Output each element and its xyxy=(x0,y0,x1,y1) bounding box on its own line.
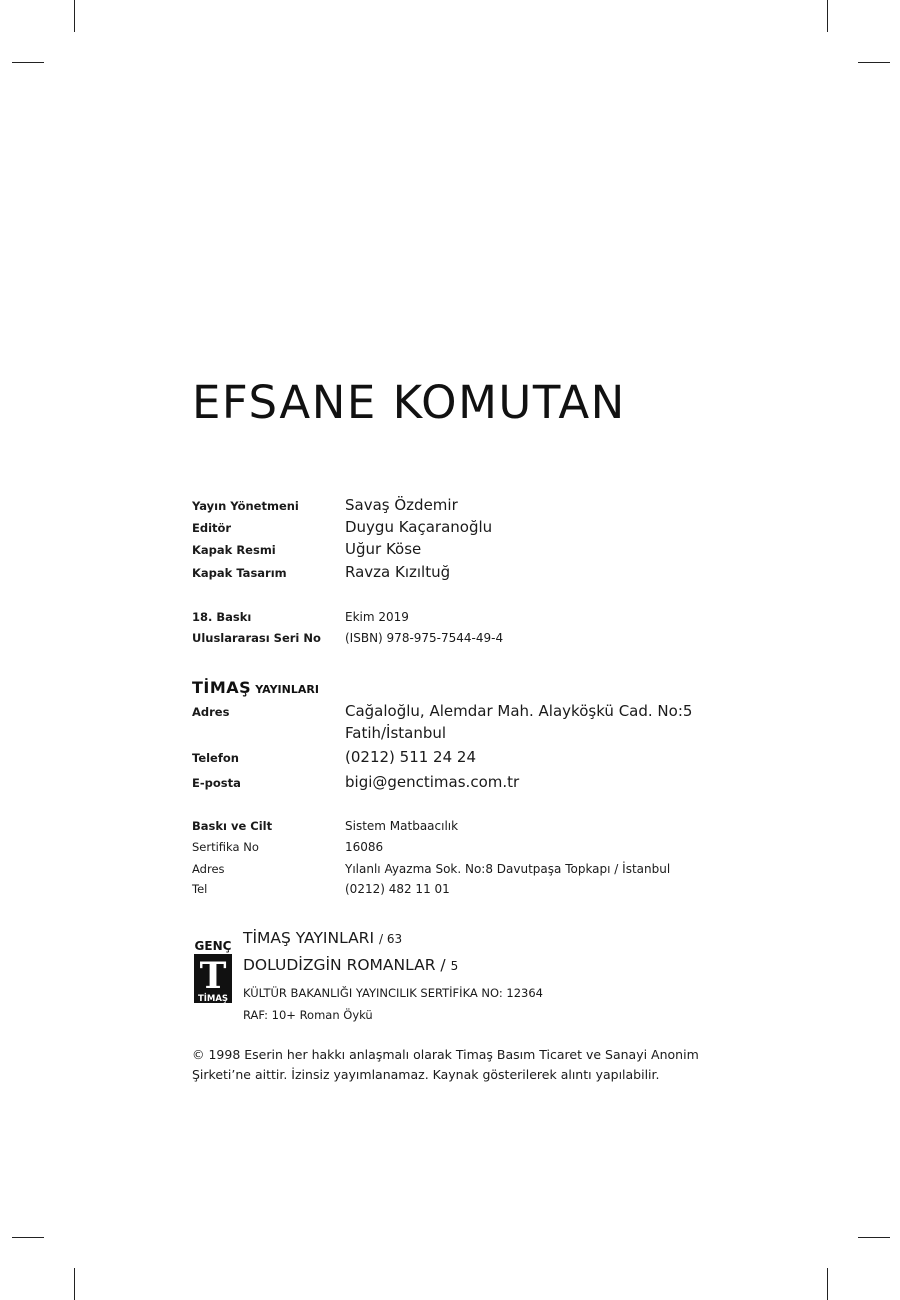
publisher-phone-row xyxy=(192,748,752,770)
credit-row-cover-image xyxy=(192,540,752,562)
series-certificate: KÜLTÜR BAKANLIĞI YAYINCILIK SERTİFİKA NO: 12364 xyxy=(243,986,543,1000)
crop-mark-top-left-vertical xyxy=(74,0,75,32)
printer-value: Yılanlı Ayazma Sok. No:8 Davutpaşa Topkapı / İstanbul xyxy=(345,862,671,876)
printer-label: Baskı ve Cilt xyxy=(192,819,273,833)
printer-row-name xyxy=(192,819,752,841)
publisher-email-row xyxy=(192,773,752,795)
crop-mark-bottom-right-horizontal xyxy=(858,1237,890,1238)
copyright-line-1: © 1998 Eserin her hakkı anlaşmalı olarak Timaş Basım Ticaret ve Sanayi Anonim xyxy=(192,1047,699,1062)
series-shelf: RAF: 10+ Roman Öykü xyxy=(243,1008,373,1022)
email-label: E-posta xyxy=(192,776,241,790)
publisher-name: TİMAŞ xyxy=(192,678,252,697)
series-collection-name: DOLUDİZGİN ROMANLAR / xyxy=(243,956,446,974)
printer-value: 16086 xyxy=(345,840,384,854)
printer-label: Sertifika No xyxy=(192,840,259,854)
credit-row-editor xyxy=(192,518,752,540)
crop-mark-top-left-horizontal xyxy=(12,62,44,63)
credit-row-cover-design xyxy=(192,563,752,585)
copyright-line-2: Şirketi’ne aittir. İzinsiz yayımlanamaz. Kaynak gösterilerek alıntı yapılabilir. xyxy=(192,1067,660,1082)
edition-label: Uluslararası Seri No xyxy=(192,631,321,645)
edition-value: Ekim 2019 xyxy=(345,610,409,624)
address-line-1: Cağaloğlu, Alemdar Mah. Alayköşkü Cad. No:5 xyxy=(345,702,693,720)
credit-value: Savaş Özdemir xyxy=(345,496,458,514)
printer-label: Adres xyxy=(192,862,225,876)
logo-letter: T xyxy=(199,955,227,997)
publisher-suffix: YAYINLARI xyxy=(255,683,319,696)
series-collection-number: 5 xyxy=(450,959,459,973)
printer-row-phone xyxy=(192,882,752,904)
address-line-2: Fatih/İstanbul xyxy=(345,724,447,742)
publisher-address-row xyxy=(192,702,752,746)
phone-label: Telefon xyxy=(192,751,239,765)
series-publisher-number: / 63 xyxy=(378,932,403,946)
copyright-notice xyxy=(192,1045,732,1085)
credit-value: Duygu Kaçaranoğlu xyxy=(345,518,493,536)
credit-label: Editör xyxy=(192,521,232,535)
printer-row-certificate xyxy=(192,840,752,862)
book-title: EFSANE KOMUTAN xyxy=(192,376,626,429)
series-publisher-name: TİMAŞ YAYINLARI xyxy=(243,929,375,947)
credit-label: Kapak Tasarım xyxy=(192,566,287,580)
logo-top-text: GENÇ xyxy=(194,939,232,953)
publisher-heading xyxy=(192,678,319,697)
series-line-collection xyxy=(243,956,458,974)
credit-value: Ravza Kızıltuğ xyxy=(345,563,451,581)
isbn-value: (ISBN) 978-975-7544-49-4 xyxy=(345,631,504,645)
credit-row-publishing-director xyxy=(192,496,752,518)
printer-value: (0212) 482 11 01 xyxy=(345,882,450,896)
printer-label: Tel xyxy=(192,882,208,896)
edition-row-print-number xyxy=(192,610,752,632)
crop-mark-top-right-horizontal xyxy=(858,62,890,63)
genc-timas-logo xyxy=(193,931,233,1003)
email-value: bigi@genctimas.com.tr xyxy=(345,773,520,791)
edition-label: 18. Baskı xyxy=(192,610,252,624)
crop-mark-bottom-left-vertical xyxy=(74,1268,75,1300)
address-label: Adres xyxy=(192,705,230,719)
printer-value: Sistem Matbaacılık xyxy=(345,819,459,833)
credit-label: Kapak Resmi xyxy=(192,543,276,557)
edition-row-isbn xyxy=(192,631,752,653)
crop-mark-bottom-left-horizontal xyxy=(12,1237,44,1238)
series-line-publisher xyxy=(243,929,402,947)
phone-value: (0212) 511 24 24 xyxy=(345,748,476,766)
credit-label: Yayın Yönetmeni xyxy=(192,499,299,513)
logo-bottom-text: TİMAŞ xyxy=(197,994,229,1003)
crop-mark-bottom-right-vertical xyxy=(827,1268,828,1300)
printer-row-address xyxy=(192,862,752,884)
crop-mark-top-right-vertical xyxy=(827,0,828,32)
credit-value: Uğur Köse xyxy=(345,540,422,558)
